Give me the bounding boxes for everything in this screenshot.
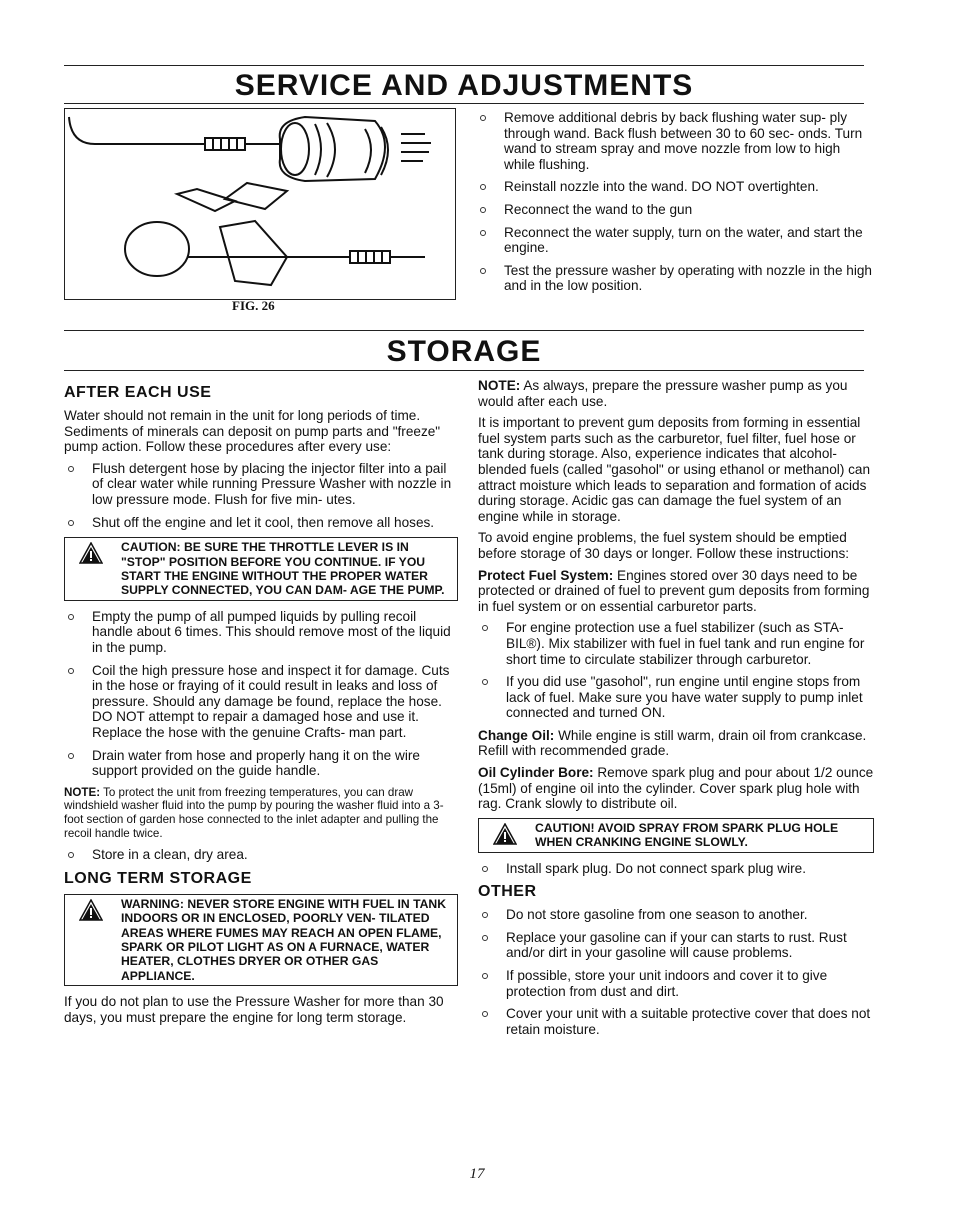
warning-triangle-icon (79, 542, 103, 564)
after-use-step (64, 748, 458, 779)
after-each-use-heading: AFTER EACH USE (64, 384, 212, 401)
long-term-heading: LONG TERM STORAGE (64, 869, 252, 887)
change-oil-text: While engine is still warm, drain oil from crankcase. Refill with recommended grade. (478, 727, 867, 759)
storage-top-rule (64, 330, 864, 331)
wand-nozzle-illustration (65, 109, 455, 299)
fuel-protection-step (478, 674, 874, 721)
after-use-step (64, 461, 458, 508)
other-step (478, 907, 874, 923)
service-step-text: Remove additional debris by back flushing water sup- ply through wand. Back flush between 30 to 60 sec- onds. Turn wand to stream spray and move nozzle from low to high while flushing. (504, 110, 863, 172)
service-step-text: Reinstall nozzle into the wand. DO NOT overtighten. (504, 179, 819, 195)
bullet-icon (68, 852, 74, 858)
bullet-icon (482, 973, 488, 979)
figure-26 (64, 108, 456, 300)
bullet-icon (480, 268, 486, 274)
warning-triangle-icon (493, 823, 517, 845)
after-use-step-text: Flush detergent hose by placing the injector filter into a pail of clear water while running Pressure Washer with nozzle in low pressure mode. Flush for five min- utes. (92, 460, 452, 507)
warning-text: WARNING: NEVER STORE ENGINE WITH FUEL IN TANK INDOORS OR IN ENCLOSED, POORLY VEN- TILATED AREAS WHERE FUMES MAY REACH AN OPEN FLAME, SPARK OR PILOT LIGHT AS ON A FURNACE, WATER HEATER, CLOTHES DRYER OR OTHER GAS APPLIANCE. (121, 896, 447, 983)
after-use-step (64, 847, 458, 863)
change-oil-label: Change Oil: (478, 727, 555, 743)
protect-fuel-text: Engines stored over 30 days need to be protected or drained of fuel to prevent gum deposits from forming in fuel system or on essential carburetor parts. (478, 567, 870, 614)
spark-plug-step-text: Install spark plug. Do not connect spark plug wire. (506, 860, 806, 876)
top-rule (64, 65, 864, 66)
fuel-protection-step-text: For engine protection use a fuel stabilizer (such as STA-BIL®). Mix stabilizer with fuel in fuel tank and run engine for short time to circulate stabilizer through carburetor. (506, 620, 865, 667)
long-term-intro: If you do not plan to use the Pressure Washer for more than 30 days, you must prepare the engine for long term storage. (64, 994, 444, 1025)
protect-fuel-label: Protect Fuel System: (478, 567, 614, 583)
spark-plug-caution-box (478, 818, 874, 853)
cylinder-bore-paragraph (478, 765, 874, 812)
after-use-step-text: Coil the high pressure hose and inspect it for damage. Cuts in the hose or fraying of it could result in leaks and loss of pressure. Should any damage be found, replace the hose. DO NOT attempt to repair a damaged hose and use it. Replace the hose with the genuine Crafts- man part. (92, 662, 450, 740)
service-step (476, 225, 874, 256)
bullet-icon (482, 679, 488, 685)
protect-fuel-paragraph (478, 568, 874, 615)
page-number: 17 (469, 1166, 485, 1182)
pump-note (478, 378, 874, 409)
service-step-text: Reconnect the wand to the gun (504, 201, 693, 217)
gum-deposit-paragraph: It is important to prevent gum deposits from forming in essential fuel system parts such as the carburetor, fuel filter, fuel hose or tank during storage. Also, experience indicates that alcohol-blended fuels (called "gasohol" or using ethanol or methanol) can attract moisture which leads to separation and formation of acids during storage. Acidic gas can damage the fuel system of an engine while in storage. (478, 415, 871, 524)
spark-plug-caution-text: CAUTION! AVOID SPRAY FROM SPARK PLUG HOLE WHEN CRANKING ENGINE SLOWLY. (535, 820, 839, 850)
bullet-icon (68, 668, 74, 674)
freeze-note (64, 786, 458, 840)
after-use-step-text: Store in a clean, dry area. (92, 847, 248, 863)
cylinder-bore-text: Remove spark plug and pour about 1/2 ounce (15ml) of engine oil into the cylinder. Cover spark plug hole with rag. Crank slowly to distribute oil. (478, 765, 874, 812)
bullet-icon (482, 935, 488, 941)
other-step-text: Cover your unit with a suitable protective cover that does not retain moisture. (506, 1006, 871, 1037)
fuel-protection-step-text: If you did use "gasohol", run engine until engine stops from lack of fuel. Make sure you have water supply to pump inlet connected and turned ON. (506, 674, 863, 721)
other-step (478, 1006, 874, 1037)
after-use-step-text: Empty the pump of all pumped liquids by pulling recoil handle about 6 times. This should remove most of the liquid in the pump. (92, 608, 451, 655)
bullet-icon (480, 184, 486, 190)
change-oil-paragraph (478, 728, 874, 759)
fuel-protection-step (478, 620, 874, 667)
other-heading: OTHER (478, 883, 537, 901)
section-title: SERVICE AND ADJUSTMENTS (234, 69, 694, 102)
bullet-icon (480, 207, 486, 213)
caution-box (64, 537, 458, 601)
caution-text: CAUTION: BE SURE THE THROTTLE LEVER IS IN "STOP" POSITION BEFORE YOU CONTINUE. IF YOU START THE ENGINE WITHOUT THE PROPER WATER SUPPLY CONNECTED, YOU CAN DAM- AGE THE PUMP. (121, 540, 445, 598)
pump-note-label: NOTE: (478, 378, 521, 393)
bullet-icon (68, 466, 74, 472)
bullet-icon (482, 1011, 488, 1017)
fuel-empty-paragraph: To avoid engine problems, the fuel system should be emptied before storage of 30 days or longer. Follow these instructions: (478, 530, 850, 561)
after-use-step-text: Shut off the engine and let it cool, then remove all hoses. (92, 514, 435, 530)
section-title-rule (64, 103, 864, 104)
bullet-icon (68, 614, 74, 620)
pump-note-text: As always, prepare the pressure washer pump as you would after each use. (478, 378, 848, 409)
bullet-icon (68, 520, 74, 526)
other-step-text: Do not store gasoline from one season to another. (506, 907, 808, 923)
other-step (478, 968, 874, 999)
bullet-icon (480, 115, 486, 121)
after-use-step (64, 663, 458, 741)
freeze-note-label: NOTE: (64, 785, 101, 799)
storage-title-rule (64, 370, 864, 371)
other-step (478, 930, 874, 961)
bullet-icon (482, 866, 488, 872)
warning-triangle-icon (79, 899, 103, 921)
warning-box (64, 894, 458, 986)
service-step-text: Reconnect the water supply, turn on the water, and start the engine. (504, 224, 863, 256)
other-step-text: If possible, store your unit indoors and cover it to give protection from dust and dirt. (506, 968, 828, 999)
bullet-icon (68, 753, 74, 759)
service-step (476, 202, 874, 218)
figure-caption: FIG. 26 (232, 298, 275, 313)
other-step-text: Replace your gasoline can if your can starts to rust. Rust and/or dirt in your gasoline will cause problems. (506, 929, 847, 961)
right-column (478, 378, 874, 1044)
service-step (476, 110, 874, 172)
service-steps (476, 110, 874, 301)
cylinder-bore-label: Oil Cylinder Bore: (478, 765, 594, 781)
service-step-text: Test the pressure washer by operating with nozzle in the high and in the low position. (504, 262, 872, 294)
after-use-step-text: Drain water from hose and properly hang it on the wire support provided on the guide handle. (92, 747, 420, 779)
service-step (476, 263, 874, 294)
bullet-icon (482, 912, 488, 918)
bullet-icon (482, 625, 488, 631)
bullet-icon (480, 230, 486, 236)
after-use-step (64, 609, 458, 656)
after-use-step (64, 515, 458, 531)
freeze-note-text: To protect the unit from freezing temperatures, you can draw windshield washer fluid into the pump by pouring the washer fluid into a 3-foot section of garden hose connected to the inlet adapter and pulling the recoil handle twice. (64, 785, 444, 840)
after-each-use-intro: Water should not remain in the unit for long periods of time. Sediments of minerals can deposit on pump parts and "freeze" pump action. Follow these procedures after every use: (64, 408, 441, 455)
storage-title: STORAGE (386, 335, 542, 368)
left-column (64, 378, 458, 1031)
service-step (476, 179, 874, 195)
spark-plug-step (478, 861, 874, 877)
